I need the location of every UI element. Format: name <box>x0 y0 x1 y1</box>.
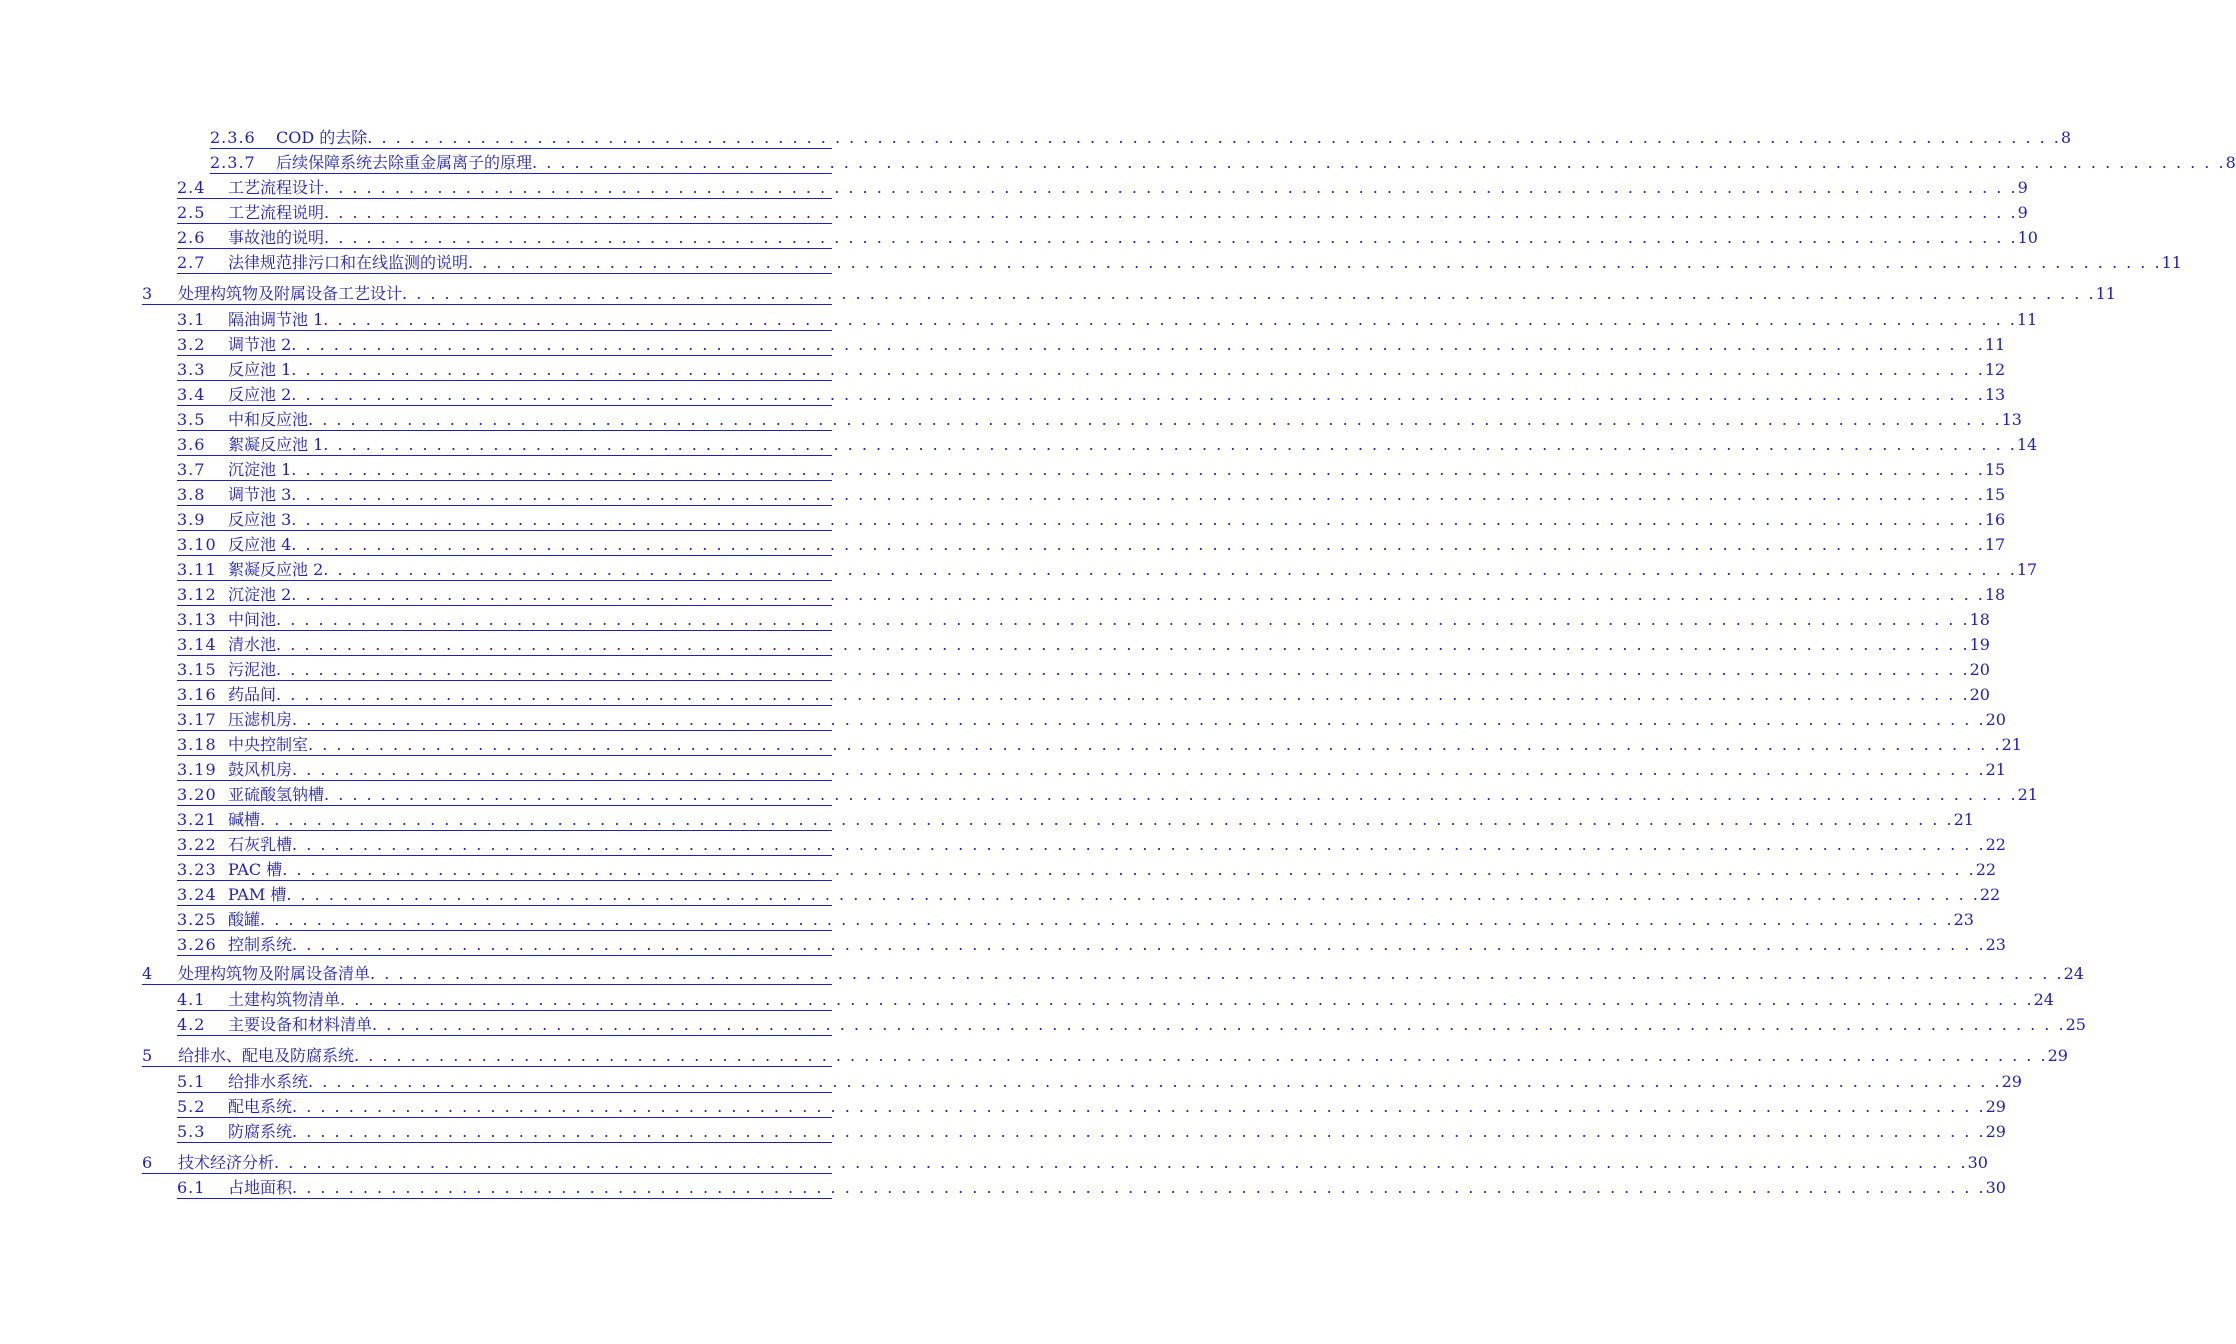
toc-entry-title: 清水池 <box>228 635 277 654</box>
toc-dot-leader: . . . . . . . . . . . . . . . . . . . . . . . . . . . . . . . . . . . . . . . . . . . . . . . . . . . . . . . . . . . . . . . . . . . . . . . . . . . . . . . . . . . . . . . . . . . . . . . . . . . . . . . . . . . . . . . . . . . . . . . . <box>274 1153 1968 1172</box>
toc-dot-leader: . . . . . . . . . . . . . . . . . . . . . . . . . . . . . . . . . . . . . . . . . . . . . . . . . . . . . . . . . . . . . . . . . . . . . . . . . . . . . . . . . . . . . . . . . . . . . . . . . . . . . . . . . . . . . . . . . . . . . . . . <box>291 485 1985 504</box>
toc-entry-title: 防腐系统 <box>228 1122 293 1141</box>
toc-dot-leader: . . . . . . . . . . . . . . . . . . . . . . . . . . . . . . . . . . . . . . . . . . . . . . . . . . . . . . . . . . . . . . . . . . . . . . . . . . . . . . . . . . . . . . . . . . . . . . . . . . . . . . . . . . . . . . . . . . . . . . . . <box>340 990 2034 1009</box>
toc-entry-6[interactable] <box>142 1151 1988 1174</box>
toc-entry-page-number: 22 <box>1985 835 2006 854</box>
toc-entry-page-number: 23 <box>1985 935 2006 954</box>
toc-dot-leader: . . . . . . . . . . . . . . . . . . . . . . . . . . . . . . . . . . . . . . . . . . . . . . . . . . . . . . . . . . . . . . . . . . . . . . . . . . . . . . . . . . . . . . . . . . . . . . . . . . . . . . . . . . . . . . . . . . . . . . . . <box>291 460 1985 479</box>
toc-entry-number: 3.15 <box>177 660 217 679</box>
toc-entry-title: 法律规范排污口和在线监测的说明 <box>228 253 469 272</box>
toc-entry-page-number: 29 <box>1985 1097 2006 1116</box>
toc-entry-3-24[interactable] <box>177 883 2001 906</box>
toc-entry-page-number: 14 <box>2016 435 2038 454</box>
toc-dot-leader: . . . . . . . . . . . . . . . . . . . . . . . . . . . . . . . . . . . . . . . . . . . . . . . . . . . . . . . . . . . . . . . . . . . . . . . . . . . . . . . . . . . . . . . . . . . . . . . . . . . . . . . . . . . . . . . . . . . . . . . . <box>286 885 1980 904</box>
toc-entry-number: 2.5 <box>177 203 206 222</box>
toc-entry-page-number: 18 <box>1969 610 1990 629</box>
toc-dot-leader: . . . . . . . . . . . . . . . . . . . . . . . . . . . . . . . . . . . . . . . . . . . . . . . . . . . . . . . . . . . . . . . . . . . . . . . . . . . . . . . . . . . . . . . . . . . . . . . . . . . . . . . . . . . . . . . . . . . . . . . . <box>402 284 2096 303</box>
toc-entry-page-number: 20 <box>1969 685 1990 704</box>
toc-entry-title: PAM 槽 <box>228 885 287 904</box>
toc-entry-number: 3.14 <box>177 635 217 654</box>
toc-dot-leader: . . . . . . . . . . . . . . . . . . . . . . . . . . . . . . . . . . . . . . . . . . . . . . . . . . . . . . . . . . . . . . . . . . . . . . . . . . . . . . . . . . . . . . . . . . . . . . . . . . . . . . . . . . . . . . . . . . . . . . . . <box>292 935 1986 954</box>
toc-entry-2-3-7[interactable] <box>210 151 2236 174</box>
toc-entry-3-25[interactable] <box>177 908 1974 931</box>
toc-dot-leader: . . . . . . . . . . . . . . . . . . . . . . . . . . . . . . . . . . . . . . . . . . . . . . . . . . . . . . . . . . . . . . . . . . . . . . . . . . . . . . . . . . . . . . . . . . . . . . . . . . . . . . . . . . . . . . . . . . . . . . . . <box>323 310 2017 329</box>
toc-entry-number: 3.2 <box>177 335 206 354</box>
toc-entry-page-number: 11 <box>1984 335 2006 354</box>
toc-entry-3-16[interactable] <box>177 683 1990 706</box>
toc-entry-page-number: 29 <box>2047 1046 2068 1065</box>
toc-entry-title: 絮凝反应池 1 <box>228 435 324 454</box>
toc-dot-leader: . . . . . . . . . . . . . . . . . . . . . . . . . . . . . . . . . . . . . . . . . . . . . . . . . . . . . . . . . . . . . . . . . . . . . . . . . . . . . . . . . . . . . . . . . . . . . . . . . . . . . . . . . . . . . . . . . . . . . . . . <box>276 610 1970 629</box>
toc-entry-title: 后续保障系统去除重金属离子的原理 <box>276 153 533 172</box>
toc-entry-number: 3.18 <box>177 735 217 754</box>
toc-entry-number: 3 <box>142 284 154 303</box>
toc-entry-number: 3.11 <box>177 560 217 579</box>
toc-entry-page-number: 24 <box>2033 990 2054 1009</box>
toc-entry-4-1[interactable] <box>177 988 2054 1011</box>
toc-entry-page-number: 21 <box>2001 735 2022 754</box>
toc-entry-3-9[interactable] <box>177 508 2006 531</box>
toc-entry-number: 3.21 <box>177 810 217 829</box>
toc-dot-leader: . . . . . . . . . . . . . . . . . . . . . . . . . . . . . . . . . . . . . . . . . . . . . . . . . . . . . . . . . . . . . . . . . . . . . . . . . . . . . . . . . . . . . . . . . . . . . . . . . . . . . . . . . . . . . . . . . . . . . . . . <box>260 910 1954 929</box>
toc-entry-number: 3.20 <box>177 785 217 804</box>
toc-entry-title: 沉淀池 2 <box>228 585 292 604</box>
toc-entry-page-number: 13 <box>1984 385 2006 404</box>
toc-entry-title: 技术经济分析 <box>178 1153 275 1172</box>
toc-entry-page-number: 17 <box>1984 535 2006 554</box>
toc-entry-3-5[interactable] <box>177 408 2022 431</box>
toc-entry-title: 主要设备和材料清单 <box>228 1015 373 1034</box>
toc-entry-number: 6.1 <box>177 1178 206 1197</box>
toc-entry-title: 调节池 3 <box>228 485 292 504</box>
toc-entry-2-7[interactable] <box>177 251 2182 274</box>
toc-entry-5-2[interactable] <box>177 1095 2006 1118</box>
toc-entry-number: 3.19 <box>177 760 217 779</box>
toc-entry-title: 占地面积 <box>228 1178 293 1197</box>
toc-entry-title: 絮凝反应池 2 <box>228 560 324 579</box>
toc-entry-3-14[interactable] <box>177 633 1990 656</box>
toc-entry-title: 调节池 2 <box>228 335 292 354</box>
toc-entry-3-10[interactable] <box>177 533 2006 556</box>
toc-entry-page-number: 20 <box>1969 660 1990 679</box>
toc-dot-leader: . . . . . . . . . . . . . . . . . . . . . . . . . . . . . . . . . . . . . . . . . . . . . . . . . . . . . . . . . . . . . . . . . . . . . . . . . . . . . . . . . . . . . . . . . . . . . . . . . . . . . . . . . . . . . . . . . . . . . . . . <box>292 1097 1986 1116</box>
toc-entry-3-7[interactable] <box>177 458 2006 481</box>
toc-entry-title: PAC 槽 <box>228 860 283 879</box>
toc-entry-number: 2.6 <box>177 228 206 247</box>
toc-entry-number: 3.6 <box>177 435 206 454</box>
toc-entry-3-21[interactable] <box>177 808 1974 831</box>
toc-entry-title: 沉淀池 1 <box>228 460 292 479</box>
toc-dot-leader: . . . . . . . . . . . . . . . . . . . . . . . . . . . . . . . . . . . . . . . . . . . . . . . . . . . . . . . . . . . . . . . . . . . . . . . . . . . . . . . . . . . . . . . . . . . . . . . . . . . . . . . . . . . . . . . . . . . . . . . . <box>354 1046 2048 1065</box>
toc-entry-number: 3.12 <box>177 585 217 604</box>
toc-dot-leader: . . . . . . . . . . . . . . . . . . . . . . . . . . . . . . . . . . . . . . . . . . . . . . . . . . . . . . . . . . . . . . . . . . . . . . . . . . . . . . . . . . . . . . . . . . . . . . . . . . . . . . . . . . . . . . . . . . . . . . . . <box>367 128 2061 147</box>
toc-entry-number: 3.17 <box>177 710 217 729</box>
toc-entry-3-13[interactable] <box>177 608 1990 631</box>
toc-entry-title: 处理构筑物及附属设备清单 <box>178 964 371 983</box>
toc-entry-number: 5.3 <box>177 1122 206 1141</box>
toc-dot-leader: . . . . . . . . . . . . . . . . . . . . . . . . . . . . . . . . . . . . . . . . . . . . . . . . . . . . . . . . . . . . . . . . . . . . . . . . . . . . . . . . . . . . . . . . . . . . . . . . . . . . . . . . . . . . . . . . . . . . . . . . <box>276 635 1970 654</box>
toc-entry-page-number: 11 <box>2095 284 2116 303</box>
toc-entry-page-number: 9 <box>2017 203 2028 222</box>
toc-entry-2-3-6[interactable] <box>210 126 2072 149</box>
toc-entry-title: 中和反应池 <box>228 410 309 429</box>
toc-entry-number: 3.9 <box>177 510 206 529</box>
toc-dot-leader: . . . . . . . . . . . . . . . . . . . . . . . . . . . . . . . . . . . . . . . . . . . . . . . . . . . . . . . . . . . . . . . . . . . . . . . . . . . . . . . . . . . . . . . . . . . . . . . . . . . . . . . . . . . . . . . . . . . . . . . . <box>468 253 2162 272</box>
toc-dot-leader: . . . . . . . . . . . . . . . . . . . . . . . . . . . . . . . . . . . . . . . . . . . . . . . . . . . . . . . . . . . . . . . . . . . . . . . . . . . . . . . . . . . . . . . . . . . . . . . . . . . . . . . . . . . . . . . . . . . . . . . . <box>292 1178 1986 1197</box>
toc-entry-title: 鼓风机房 <box>228 760 293 779</box>
toc-entry-number: 3.10 <box>177 535 217 554</box>
toc-dot-leader: . . . . . . . . . . . . . . . . . . . . . . . . . . . . . . . . . . . . . . . . . . . . . . . . . . . . . . . . . . . . . . . . . . . . . . . . . . . . . . . . . . . . . . . . . . . . . . . . . . . . . . . . . . . . . . . . . . . . . . . . <box>291 385 1985 404</box>
toc-entry-2-5[interactable] <box>177 201 2028 224</box>
toc-dot-leader: . . . . . . . . . . . . . . . . . . . . . . . . . . . . . . . . . . . . . . . . . . . . . . . . . . . . . . . . . . . . . . . . . . . . . . . . . . . . . . . . . . . . . . . . . . . . . . . . . . . . . . . . . . . . . . . . . . . . . . . . <box>291 585 1985 604</box>
toc-entry-page-number: 11 <box>2161 253 2182 272</box>
toc-entry-title: 给排水、配电及防腐系统 <box>178 1046 355 1065</box>
toc-entry-page-number: 10 <box>2017 228 2038 247</box>
toc-entry-page-number: 21 <box>1953 810 1974 829</box>
toc-entry-3-3[interactable] <box>177 358 2006 381</box>
toc-entry-number: 2.4 <box>177 178 206 197</box>
toc-entry-title: 事故池的说明 <box>228 228 325 247</box>
toc-entry-title: 处理构筑物及附属设备工艺设计 <box>178 284 403 303</box>
toc-entry-page-number: 8 <box>2060 128 2072 147</box>
toc-entry-title: 酸罐 <box>228 910 261 929</box>
toc-entry-title: 亚硫酸氢钠槽 <box>228 785 325 804</box>
toc-entry-3-19[interactable] <box>177 758 2006 781</box>
toc-entry-page-number: 8 <box>2225 153 2236 172</box>
toc-entry-5[interactable] <box>142 1044 2068 1067</box>
toc-entry-3-20[interactable] <box>177 783 2038 806</box>
toc-entry-page-number: 22 <box>1975 860 1997 879</box>
toc-entry-page-number: 15 <box>1984 460 2006 479</box>
toc-entry-title: 反应池 2 <box>228 385 292 404</box>
toc-dot-leader: . . . . . . . . . . . . . . . . . . . . . . . . . . . . . . . . . . . . . . . . . . . . . . . . . . . . . . . . . . . . . . . . . . . . . . . . . . . . . . . . . . . . . . . . . . . . . . . . . . . . . . . . . . . . . . . . . . . . . . . . <box>532 153 2226 172</box>
toc-entry-title: 工艺流程说明 <box>228 203 325 222</box>
toc-entry-page-number: 13 <box>2001 410 2022 429</box>
toc-entry-page-number: 24 <box>2063 964 2084 983</box>
toc-entry-page-number: 16 <box>1984 510 2006 529</box>
toc-dot-leader: . . . . . . . . . . . . . . . . . . . . . . . . . . . . . . . . . . . . . . . . . . . . . . . . . . . . . . . . . . . . . . . . . . . . . . . . . . . . . . . . . . . . . . . . . . . . . . . . . . . . . . . . . . . . . . . . . . . . . . . . <box>308 1072 2002 1091</box>
toc-entry-number: 3.26 <box>177 935 217 954</box>
toc-entry-number: 2.3.6 <box>210 128 256 147</box>
toc-entry-page-number: 17 <box>2016 560 2038 579</box>
toc-entry-title: 中间池 <box>228 610 277 629</box>
toc-dot-leader: . . . . . . . . . . . . . . . . . . . . . . . . . . . . . . . . . . . . . . . . . . . . . . . . . . . . . . . . . . . . . . . . . . . . . . . . . . . . . . . . . . . . . . . . . . . . . . . . . . . . . . . . . . . . . . . . . . . . . . . . <box>370 964 2064 983</box>
toc-entry-number: 4 <box>142 964 154 983</box>
toc-entry-page-number: 11 <box>2016 310 2038 329</box>
toc-entry-number: 3.22 <box>177 835 217 854</box>
toc-entry-page-number: 18 <box>1984 585 2006 604</box>
toc-entry-3-23[interactable] <box>177 858 1997 881</box>
toc-entry-page-number: 9 <box>2017 178 2028 197</box>
toc-dot-leader: . . . . . . . . . . . . . . . . . . . . . . . . . . . . . . . . . . . . . . . . . . . . . . . . . . . . . . . . . . . . . . . . . . . . . . . . . . . . . . . . . . . . . . . . . . . . . . . . . . . . . . . . . . . . . . . . . . . . . . . . <box>324 785 2018 804</box>
toc-entry-title: 反应池 4 <box>228 535 292 554</box>
toc-entry-title: 隔油调节池 1 <box>228 310 324 329</box>
toc-entry-title: 反应池 1 <box>228 360 292 379</box>
toc-dot-leader: . . . . . . . . . . . . . . . . . . . . . . . . . . . . . . . . . . . . . . . . . . . . . . . . . . . . . . . . . . . . . . . . . . . . . . . . . . . . . . . . . . . . . . . . . . . . . . . . . . . . . . . . . . . . . . . . . . . . . . . . <box>291 335 1985 354</box>
toc-entry-page-number: 22 <box>1979 885 2001 904</box>
toc-entry-3-26[interactable] <box>177 933 2006 956</box>
toc-entry-number: 3.3 <box>177 360 206 379</box>
toc-dot-leader: . . . . . . . . . . . . . . . . . . . . . . . . . . . . . . . . . . . . . . . . . . . . . . . . . . . . . . . . . . . . . . . . . . . . . . . . . . . . . . . . . . . . . . . . . . . . . . . . . . . . . . . . . . . . . . . . . . . . . . . . <box>291 360 1985 379</box>
toc-entry-number: 4.2 <box>177 1015 206 1034</box>
toc-entry-title: 土建构筑物清单 <box>228 990 341 1009</box>
toc-entry-title: 反应池 3 <box>228 510 292 529</box>
toc-dot-leader: . . . . . . . . . . . . . . . . . . . . . . . . . . . . . . . . . . . . . . . . . . . . . . . . . . . . . . . . . . . . . . . . . . . . . . . . . . . . . . . . . . . . . . . . . . . . . . . . . . . . . . . . . . . . . . . . . . . . . . . . <box>282 860 1976 879</box>
toc-entry-3-11[interactable] <box>177 558 2038 581</box>
toc-entry-number: 5.1 <box>177 1072 206 1091</box>
toc-entry-page-number: 15 <box>1984 485 2006 504</box>
toc-dot-leader: . . . . . . . . . . . . . . . . . . . . . . . . . . . . . . . . . . . . . . . . . . . . . . . . . . . . . . . . . . . . . . . . . . . . . . . . . . . . . . . . . . . . . . . . . . . . . . . . . . . . . . . . . . . . . . . . . . . . . . . . <box>291 510 1985 529</box>
toc-entry-6-1[interactable] <box>177 1176 2006 1199</box>
toc-entry-number: 3.5 <box>177 410 206 429</box>
toc-entry-5-1[interactable] <box>177 1070 2022 1093</box>
toc-entry-page-number: 30 <box>1967 1153 1988 1172</box>
toc-entry-page-number: 30 <box>1985 1178 2006 1197</box>
toc-entry-page-number: 29 <box>1985 1122 2006 1141</box>
toc-entry-3-6[interactable] <box>177 433 2038 456</box>
toc-entry-title: 给排水系统 <box>228 1072 309 1091</box>
toc-entry-title: 污泥池 <box>228 660 277 679</box>
toc-entry-number: 4.1 <box>177 990 206 1009</box>
toc-entry-page-number: 19 <box>1969 635 1990 654</box>
toc-entry-page-number: 21 <box>1985 760 2006 779</box>
toc-entry-number: 3.24 <box>177 885 217 904</box>
toc-entry-3[interactable] <box>142 282 2116 305</box>
toc-entry-title: 配电系统 <box>228 1097 293 1116</box>
toc-dot-leader: . . . . . . . . . . . . . . . . . . . . . . . . . . . . . . . . . . . . . . . . . . . . . . . . . . . . . . . . . . . . . . . . . . . . . . . . . . . . . . . . . . . . . . . . . . . . . . . . . . . . . . . . . . . . . . . . . . . . . . . . <box>324 203 2018 222</box>
toc-dot-leader: . . . . . . . . . . . . . . . . . . . . . . . . . . . . . . . . . . . . . . . . . . . . . . . . . . . . . . . . . . . . . . . . . . . . . . . . . . . . . . . . . . . . . . . . . . . . . . . . . . . . . . . . . . . . . . . . . . . . . . . . <box>323 435 2017 454</box>
toc-entry-page-number: 23 <box>1953 910 1974 929</box>
toc-dot-leader: . . . . . . . . . . . . . . . . . . . . . . . . . . . . . . . . . . . . . . . . . . . . . . . . . . . . . . . . . . . . . . . . . . . . . . . . . . . . . . . . . . . . . . . . . . . . . . . . . . . . . . . . . . . . . . . . . . . . . . . . <box>308 410 2002 429</box>
toc-entry-title: 药品间 <box>228 685 277 704</box>
toc-entry-3-4[interactable] <box>177 383 2006 406</box>
toc-entry-3-12[interactable] <box>177 583 2006 606</box>
toc-dot-leader: . . . . . . . . . . . . . . . . . . . . . . . . . . . . . . . . . . . . . . . . . . . . . . . . . . . . . . . . . . . . . . . . . . . . . . . . . . . . . . . . . . . . . . . . . . . . . . . . . . . . . . . . . . . . . . . . . . . . . . . . <box>324 178 2018 197</box>
toc-entry-page-number: 20 <box>1985 710 2006 729</box>
toc-dot-leader: . . . . . . . . . . . . . . . . . . . . . . . . . . . . . . . . . . . . . . . . . . . . . . . . . . . . . . . . . . . . . . . . . . . . . . . . . . . . . . . . . . . . . . . . . . . . . . . . . . . . . . . . . . . . . . . . . . . . . . . . <box>324 228 2018 247</box>
toc-entry-number: 3.1 <box>177 310 206 329</box>
toc-entry-number: 3.4 <box>177 385 206 404</box>
toc-entry-number: 3.23 <box>177 860 217 879</box>
toc-dot-leader: . . . . . . . . . . . . . . . . . . . . . . . . . . . . . . . . . . . . . . . . . . . . . . . . . . . . . . . . . . . . . . . . . . . . . . . . . . . . . . . . . . . . . . . . . . . . . . . . . . . . . . . . . . . . . . . . . . . . . . . . <box>308 735 2002 754</box>
toc-entry-title: 压滤机房 <box>228 710 293 729</box>
toc-entry-3-1[interactable] <box>177 308 2038 331</box>
toc-entry-title: COD 的去除 <box>276 128 368 147</box>
toc-entry-5-3[interactable] <box>177 1120 2006 1143</box>
toc-entry-title: 工艺流程设计 <box>228 178 325 197</box>
toc-dot-leader: . . . . . . . . . . . . . . . . . . . . . . . . . . . . . . . . . . . . . . . . . . . . . . . . . . . . . . . . . . . . . . . . . . . . . . . . . . . . . . . . . . . . . . . . . . . . . . . . . . . . . . . . . . . . . . . . . . . . . . . . <box>323 560 2017 579</box>
toc-dot-leader: . . . . . . . . . . . . . . . . . . . . . . . . . . . . . . . . . . . . . . . . . . . . . . . . . . . . . . . . . . . . . . . . . . . . . . . . . . . . . . . . . . . . . . . . . . . . . . . . . . . . . . . . . . . . . . . . . . . . . . . . <box>292 1122 1986 1141</box>
toc-entry-4-2[interactable] <box>177 1013 2086 1036</box>
toc-dot-leader: . . . . . . . . . . . . . . . . . . . . . . . . . . . . . . . . . . . . . . . . . . . . . . . . . . . . . . . . . . . . . . . . . . . . . . . . . . . . . . . . . . . . . . . . . . . . . . . . . . . . . . . . . . . . . . . . . . . . . . . . <box>292 760 1986 779</box>
toc-dot-leader: . . . . . . . . . . . . . . . . . . . . . . . . . . . . . . . . . . . . . . . . . . . . . . . . . . . . . . . . . . . . . . . . . . . . . . . . . . . . . . . . . . . . . . . . . . . . . . . . . . . . . . . . . . . . . . . . . . . . . . . . <box>276 660 1970 679</box>
toc-dot-leader: . . . . . . . . . . . . . . . . . . . . . . . . . . . . . . . . . . . . . . . . . . . . . . . . . . . . . . . . . . . . . . . . . . . . . . . . . . . . . . . . . . . . . . . . . . . . . . . . . . . . . . . . . . . . . . . . . . . . . . . . <box>260 810 1954 829</box>
toc-entry-3-17[interactable] <box>177 708 2006 731</box>
toc-entry-number: 3.8 <box>177 485 206 504</box>
toc-entry-number: 6 <box>142 1153 154 1172</box>
toc-entry-title: 碱槽 <box>228 810 261 829</box>
toc-entry-page-number: 12 <box>1984 360 2006 379</box>
toc-entry-number: 5.2 <box>177 1097 206 1116</box>
toc-entry-4[interactable] <box>142 962 2084 985</box>
toc-entry-page-number: 25 <box>2065 1015 2086 1034</box>
toc-entry-number: 2.7 <box>177 253 206 272</box>
toc-entry-title: 控制系统 <box>228 935 293 954</box>
toc-entry-3-22[interactable] <box>177 833 2006 856</box>
toc-entry-3-15[interactable] <box>177 658 1990 681</box>
toc-entry-3-8[interactable] <box>177 483 2006 506</box>
toc-entry-page-number: 29 <box>2001 1072 2022 1091</box>
toc-entry-3-18[interactable] <box>177 733 2022 756</box>
toc-dot-leader: . . . . . . . . . . . . . . . . . . . . . . . . . . . . . . . . . . . . . . . . . . . . . . . . . . . . . . . . . . . . . . . . . . . . . . . . . . . . . . . . . . . . . . . . . . . . . . . . . . . . . . . . . . . . . . . . . . . . . . . . <box>372 1015 2066 1034</box>
toc-entry-title: 中央控制室 <box>228 735 309 754</box>
toc-dot-leader: . . . . . . . . . . . . . . . . . . . . . . . . . . . . . . . . . . . . . . . . . . . . . . . . . . . . . . . . . . . . . . . . . . . . . . . . . . . . . . . . . . . . . . . . . . . . . . . . . . . . . . . . . . . . . . . . . . . . . . . . <box>291 535 1985 554</box>
toc-entry-number: 3.7 <box>177 460 206 479</box>
toc-entry-page-number: 21 <box>2017 785 2038 804</box>
toc-dot-leader: . . . . . . . . . . . . . . . . . . . . . . . . . . . . . . . . . . . . . . . . . . . . . . . . . . . . . . . . . . . . . . . . . . . . . . . . . . . . . . . . . . . . . . . . . . . . . . . . . . . . . . . . . . . . . . . . . . . . . . . . <box>276 685 1970 704</box>
toc-entry-3-2[interactable] <box>177 333 2006 356</box>
toc-dot-leader: . . . . . . . . . . . . . . . . . . . . . . . . . . . . . . . . . . . . . . . . . . . . . . . . . . . . . . . . . . . . . . . . . . . . . . . . . . . . . . . . . . . . . . . . . . . . . . . . . . . . . . . . . . . . . . . . . . . . . . . . <box>292 710 1986 729</box>
toc-entry-number: 3.16 <box>177 685 217 704</box>
toc-entry-2-6[interactable] <box>177 226 2038 249</box>
toc-entry-number: 5 <box>142 1046 154 1065</box>
toc-entry-number: 2.3.7 <box>210 153 256 172</box>
toc-entry-2-4[interactable] <box>177 176 2028 199</box>
toc-entry-title: 石灰乳槽 <box>228 835 293 854</box>
toc-entry-number: 3.25 <box>177 910 217 929</box>
toc-dot-leader: . . . . . . . . . . . . . . . . . . . . . . . . . . . . . . . . . . . . . . . . . . . . . . . . . . . . . . . . . . . . . . . . . . . . . . . . . . . . . . . . . . . . . . . . . . . . . . . . . . . . . . . . . . . . . . . . . . . . . . . . <box>292 835 1986 854</box>
toc-entry-number: 3.13 <box>177 610 217 629</box>
